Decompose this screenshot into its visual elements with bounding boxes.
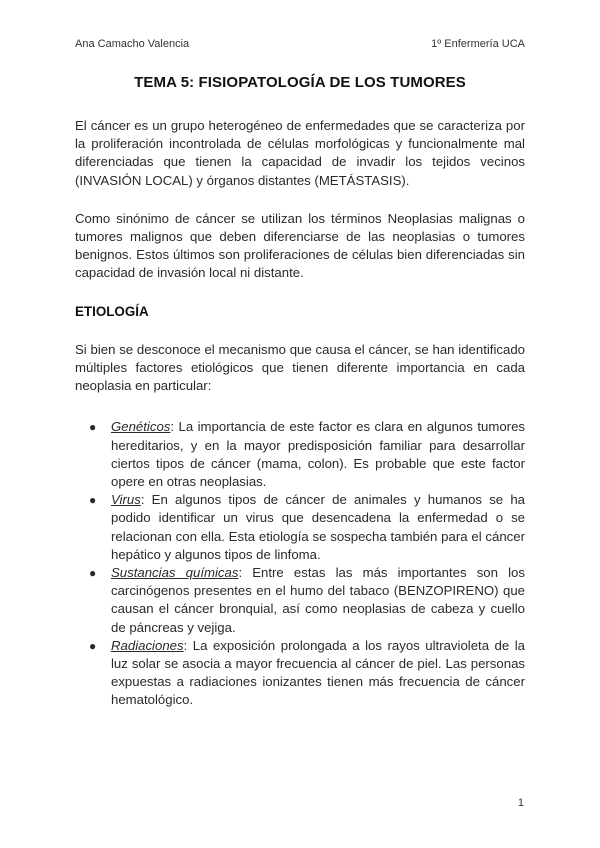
factor-description: : La exposición prolongada a los rayos ultravioleta de la luz solar se asocia a mayor frecuencia al cáncer de piel. Las personas expuestas a radiaciones ionizantes tienen más frecuencia de cáncer hematológico. [111, 637, 525, 708]
list-item-sustancias-quimicas [89, 564, 525, 637]
list-item-virus [89, 491, 525, 564]
list-item-radiaciones [89, 637, 525, 710]
header-course: 1º Enfermería UCA [431, 38, 525, 50]
factor-term: Virus [111, 492, 141, 508]
factor-description: : La importancia de este factor es clara en algunos tumores hereditarios, y en la mayor predisposición familiar para desarrollar ciertos tipos de cáncer (mama, colon). Es probable que este factor opere en otras neoplasias. [111, 419, 525, 490]
document-title: TEMA 5: FISIOPATOLOGÍA DE LOS TUMORES [134, 74, 466, 91]
factor-description: : En algunos tipos de cáncer de animales y humanos se ha podido identificar un virus que desencadena la enfermedad o se relacionan con ella. Esta etiología se sospecha también para el cáncer hepático y algunos tipos de linfoma. [111, 492, 525, 562]
page-number: 1 [517, 797, 524, 809]
intro-paragraph-1: El cáncer es un grupo heterogéneo de enfermedades que se caracteriza por la proliferación incontrolada de células morfológicas y funcionalmente mal diferenciadas que tienen la capacidad de invadir los tejidos vecinos (INVASIÓN LOCAL) y órganos distantes (METÁSTASIS). [75, 118, 525, 188]
bullet-icon: ● [89, 638, 97, 653]
section-heading-etiologia: ETIOLOGÍA [75, 303, 149, 319]
etiologia-intro-paragraph: Si bien se desconoce el mecanismo que causa el cáncer, se han identificado múltiples factores etiológicos que tienen diferente importancia en cada neoplasia en particular: [75, 341, 525, 394]
intro-paragraph-2: Como sinónimo de cáncer se utilizan los términos Neoplasias malignas o tumores malignos que deben diferenciarse de las neoplasias o tumores benignos. Estos últimos son proliferaciones de células bien diferenciadas sin capacidad de invasión local ni distante. [75, 210, 525, 281]
header-author: Ana Camacho Valencia [75, 38, 190, 50]
factor-term: Genéticos [111, 419, 171, 435]
page-header [75, 38, 525, 52]
etiologic-factors-list [75, 418, 525, 709]
document-body [75, 117, 525, 710]
factor-term: Sustancias químicas [111, 565, 239, 581]
factor-description: : Entre estas las más importantes son los carcinógenos presentes en el humo del tabaco (BENZOPIRENO) que causan el cáncer bronquial, así como neoplasias de cabeza y cuello de páncreas y vejiga. [111, 565, 525, 635]
bullet-icon: ● [89, 493, 97, 508]
bullet-icon: ● [89, 420, 97, 435]
factor-term: Radiaciones [111, 637, 184, 653]
bullet-icon: ● [89, 566, 97, 581]
list-item-geneticos [89, 418, 525, 491]
